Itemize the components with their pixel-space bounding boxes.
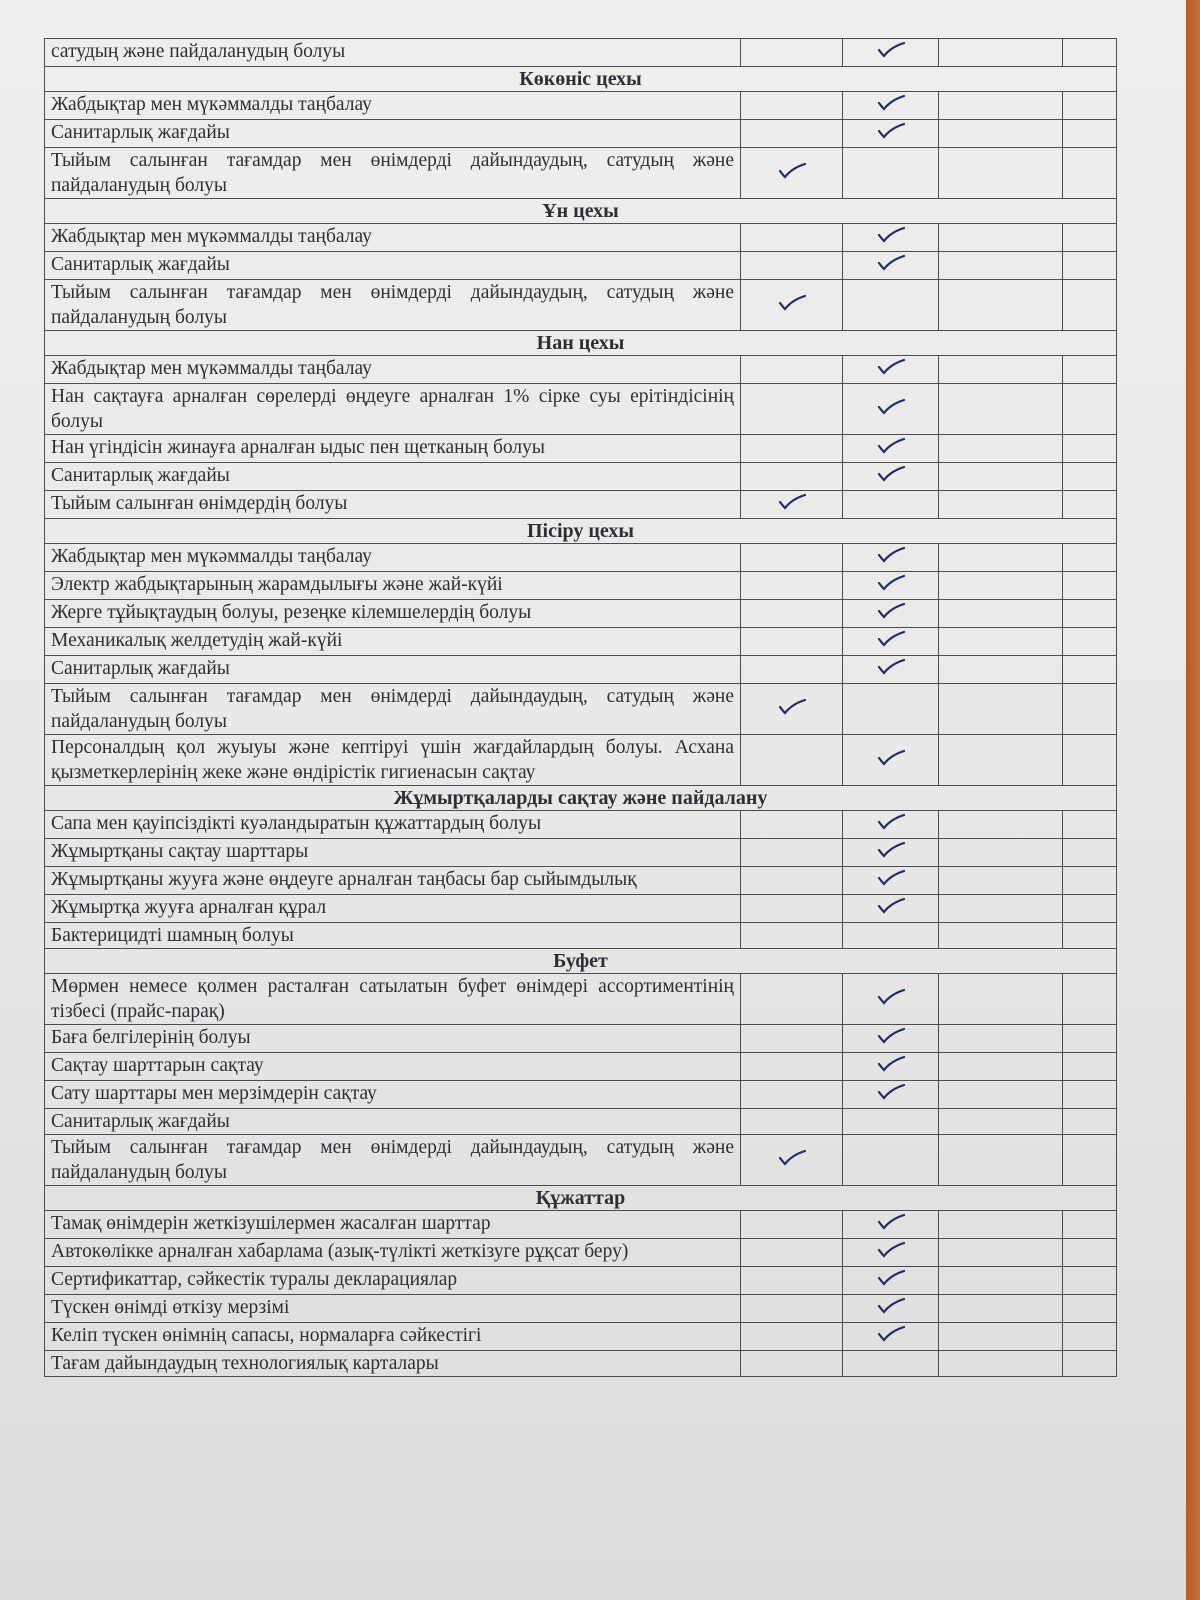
checklist-row [45,1081,1117,1109]
checkmark-icon [876,1239,906,1259]
mark-cell-4 [1063,867,1117,895]
checklist-row [45,735,1117,786]
requirement-text: Электр жабдықтарының жарамдылығы және жай-күйі [45,572,741,600]
section-header-row [45,331,1117,356]
mark-cell-1 [741,252,843,280]
mark-cell-3 [939,280,1063,331]
mark-cell-4 [1063,148,1117,199]
mark-cell-4 [1063,252,1117,280]
checkmark-icon [876,435,906,455]
checklist-row [45,895,1117,923]
mark-cell-3 [939,1351,1063,1377]
mark-cell-1 [741,92,843,120]
requirement-text: Тамақ өнімдерін жеткізушілермен жасалған шарттар [45,1211,741,1239]
checkmark-icon [876,839,906,859]
section-header-row [45,67,1117,92]
mark-cell-2 [843,252,939,280]
mark-cell-3 [939,1109,1063,1135]
checklist-row [45,811,1117,839]
mark-cell-1 [741,923,843,949]
requirement-text: сатудың және пайдаланудың болуы [45,39,741,67]
requirement-text: Санитарлық жағдайы [45,463,741,491]
mark-cell-2 [843,572,939,600]
checklist-row [45,544,1117,572]
checklist-row [45,280,1117,331]
mark-cell-3 [939,867,1063,895]
mark-cell-4 [1063,544,1117,572]
mark-cell-4 [1063,1025,1117,1053]
requirement-text: Санитарлық жағдайы [45,1109,741,1135]
checklist-row [45,1267,1117,1295]
mark-cell-3 [939,811,1063,839]
checkmark-icon [876,867,906,887]
mark-cell-1 [741,1211,843,1239]
mark-cell-1 [741,839,843,867]
mark-cell-1 [741,811,843,839]
requirement-text: Тыйым салынған тағамдар мен өнімдерді дайындаудың, сатудың және пайдаланудың болуы [45,148,741,199]
checkmark-icon [777,696,807,716]
checklist-row [45,1053,1117,1081]
mark-cell-2 [843,1135,939,1186]
mark-cell-2 [843,491,939,519]
mark-cell-1 [741,1323,843,1351]
mark-cell-1 [741,148,843,199]
mark-cell-2 [843,974,939,1025]
requirement-text: Мөрмен немесе қолмен расталған сатылатын буфет өнімдері ассортиментінің тізбесі (прайс-парақ) [45,974,741,1025]
mark-cell-1 [741,1081,843,1109]
checkmark-icon [876,1211,906,1231]
mark-cell-3 [939,974,1063,1025]
mark-cell-1 [741,895,843,923]
checkmark-icon [876,39,906,59]
mark-cell-2 [843,120,939,148]
mark-cell-2 [843,463,939,491]
checkmark-icon [876,396,906,416]
mark-cell-2 [843,1267,939,1295]
section-title: Нан цехы [45,331,1117,356]
checklist-row [45,684,1117,735]
mark-cell-3 [939,684,1063,735]
mark-cell-3 [939,1025,1063,1053]
section-title: Буфет [45,949,1117,974]
mark-cell-4 [1063,895,1117,923]
checkmark-icon [876,1295,906,1315]
mark-cell-2 [843,544,939,572]
mark-cell-3 [939,120,1063,148]
mark-cell-2 [843,92,939,120]
mark-cell-3 [939,1053,1063,1081]
requirement-text: Сертификаттар, сәйкестік туралы декларациялар [45,1267,741,1295]
requirement-text: Жабдықтар мен мүкәммалды таңбалау [45,544,741,572]
mark-cell-4 [1063,1135,1117,1186]
checkmark-icon [876,628,906,648]
mark-cell-4 [1063,628,1117,656]
checkmark-icon [876,356,906,376]
mark-cell-2 [843,39,939,67]
mark-cell-1 [741,1351,843,1377]
section-header-row [45,199,1117,224]
mark-cell-1 [741,974,843,1025]
checklist-row [45,600,1117,628]
checklist-row [45,1351,1117,1377]
checkmark-icon [876,811,906,831]
mark-cell-4 [1063,684,1117,735]
mark-cell-2 [843,895,939,923]
requirement-text: Жабдықтар мен мүкәммалды таңбалау [45,92,741,120]
requirement-text: Санитарлық жағдайы [45,120,741,148]
checklist-row [45,252,1117,280]
mark-cell-1 [741,120,843,148]
mark-cell-2 [843,148,939,199]
mark-cell-4 [1063,120,1117,148]
requirement-text: Сапа мен қауіпсіздікті куәландыратын құжаттардың болуы [45,811,741,839]
mark-cell-4 [1063,811,1117,839]
requirement-text: Сату шарттары мен мерзімдерін сақтау [45,1081,741,1109]
mark-cell-1 [741,435,843,463]
mark-cell-4 [1063,600,1117,628]
checklist-row [45,224,1117,252]
mark-cell-4 [1063,491,1117,519]
requirement-text: Нан үгіндісін жинауға арналған ыдыс пен щетканың болуы [45,435,741,463]
requirement-text: Персоналдың қол жуыуы және кептіруі үшін жағдайлардың болуы. Асхана қызметкерлерінің жеке және өндірістік гигиенасын сақтау [45,735,741,786]
mark-cell-3 [939,839,1063,867]
mark-cell-3 [939,656,1063,684]
desk-edge [1186,0,1200,1600]
requirement-text: Жабдықтар мен мүкәммалды таңбалау [45,356,741,384]
checklist-row [45,656,1117,684]
checklist-body [45,39,1117,1377]
mark-cell-2 [843,735,939,786]
mark-cell-2 [843,280,939,331]
checkmark-icon [876,463,906,483]
section-title: Жұмыртқаларды сақтау және пайдалану [45,786,1117,811]
mark-cell-1 [741,1295,843,1323]
requirement-text: Санитарлық жағдайы [45,252,741,280]
requirement-text: Жұмыртқаны жууға және өңдеуге арналған таңбасы бар сыйымдылық [45,867,741,895]
mark-cell-1 [741,867,843,895]
checkmark-icon [876,572,906,592]
checkmark-icon [876,1025,906,1045]
checklist-row [45,839,1117,867]
mark-cell-4 [1063,280,1117,331]
mark-cell-2 [843,656,939,684]
mark-cell-2 [843,1211,939,1239]
mark-cell-2 [843,923,939,949]
mark-cell-3 [939,895,1063,923]
mark-cell-3 [939,435,1063,463]
mark-cell-4 [1063,1109,1117,1135]
mark-cell-4 [1063,356,1117,384]
mark-cell-3 [939,600,1063,628]
checklist-row [45,92,1117,120]
inspection-checklist-table [44,38,1117,1377]
mark-cell-2 [843,1351,939,1377]
checklist-row [45,1135,1117,1186]
mark-cell-1 [741,384,843,435]
checkmark-icon [876,252,906,272]
section-title: Ұн цехы [45,199,1117,224]
requirement-text: Бактерицидті шамның болуы [45,923,741,949]
section-header-row [45,1186,1117,1211]
mark-cell-4 [1063,1295,1117,1323]
checklist-row [45,463,1117,491]
requirement-text: Келіп түскен өнімнің сапасы, нормаларға сәйкестігі [45,1323,741,1351]
checklist-row [45,435,1117,463]
mark-cell-3 [939,92,1063,120]
mark-cell-4 [1063,1081,1117,1109]
section-header-row [45,519,1117,544]
checklist-row [45,148,1117,199]
mark-cell-2 [843,1053,939,1081]
requirement-text: Жабдықтар мен мүкәммалды таңбалау [45,224,741,252]
mark-cell-2 [843,1025,939,1053]
mark-cell-3 [939,544,1063,572]
section-title: Көкөніс цехы [45,67,1117,92]
checkmark-icon [876,544,906,564]
checklist-row [45,356,1117,384]
checkmark-icon [876,747,906,767]
mark-cell-3 [939,1081,1063,1109]
mark-cell-3 [939,1239,1063,1267]
mark-cell-3 [939,923,1063,949]
mark-cell-4 [1063,1239,1117,1267]
requirement-text: Жұмыртқаны сақтау шарттары [45,839,741,867]
requirement-text: Санитарлық жағдайы [45,656,741,684]
mark-cell-3 [939,356,1063,384]
requirement-text: Тыйым салынған тағамдар мен өнімдерді дайындаудың, сатудың және пайдаланудың болуы [45,1135,741,1186]
mark-cell-4 [1063,974,1117,1025]
mark-cell-3 [939,463,1063,491]
section-title: Құжаттар [45,1186,1117,1211]
mark-cell-4 [1063,92,1117,120]
mark-cell-1 [741,491,843,519]
mark-cell-2 [843,384,939,435]
checkmark-icon [876,600,906,620]
checklist-row [45,491,1117,519]
mark-cell-2 [843,811,939,839]
requirement-text: Жұмыртқа жууға арналған құрал [45,895,741,923]
checklist-row [45,572,1117,600]
mark-cell-4 [1063,463,1117,491]
checklist-row [45,923,1117,949]
mark-cell-2 [843,867,939,895]
mark-cell-1 [741,224,843,252]
mark-cell-2 [843,600,939,628]
mark-cell-1 [741,656,843,684]
checklist-row [45,974,1117,1025]
mark-cell-3 [939,224,1063,252]
mark-cell-3 [939,39,1063,67]
mark-cell-4 [1063,435,1117,463]
mark-cell-1 [741,735,843,786]
checklist-row [45,1025,1117,1053]
checkmark-icon [876,120,906,140]
mark-cell-1 [741,1109,843,1135]
mark-cell-1 [741,1239,843,1267]
requirement-text: Автокөлікке арналған хабарлама (азық-түлікті жеткізуге рұқсат беру) [45,1239,741,1267]
mark-cell-3 [939,148,1063,199]
requirement-text: Тыйым салынған өнімдердің болуы [45,491,741,519]
section-title: Пісіру цехы [45,519,1117,544]
checklist-row [45,628,1117,656]
requirement-text: Баға белгілерінің болуы [45,1025,741,1053]
requirement-text: Сақтау шарттарын сақтау [45,1053,741,1081]
mark-cell-1 [741,356,843,384]
mark-cell-2 [843,224,939,252]
mark-cell-4 [1063,224,1117,252]
mark-cell-4 [1063,656,1117,684]
mark-cell-4 [1063,1267,1117,1295]
mark-cell-3 [939,735,1063,786]
requirement-text: Жерге тұйықтаудың болуы, резеңке кілемшелердің болуы [45,600,741,628]
requirement-text: Тыйым салынған тағамдар мен өнімдерді дайындаудың, сатудың және пайдаланудың болуы [45,684,741,735]
mark-cell-2 [843,1295,939,1323]
section-header-row [45,949,1117,974]
mark-cell-4 [1063,1351,1117,1377]
mark-cell-2 [843,356,939,384]
mark-cell-2 [843,1239,939,1267]
checklist-row [45,867,1117,895]
mark-cell-1 [741,1267,843,1295]
mark-cell-4 [1063,839,1117,867]
mark-cell-2 [843,684,939,735]
checklist-row [45,1295,1117,1323]
mark-cell-3 [939,572,1063,600]
mark-cell-1 [741,280,843,331]
mark-cell-3 [939,252,1063,280]
mark-cell-3 [939,491,1063,519]
mark-cell-1 [741,544,843,572]
mark-cell-1 [741,463,843,491]
mark-cell-3 [939,628,1063,656]
checkmark-icon [876,986,906,1006]
mark-cell-2 [843,628,939,656]
checkmark-icon [777,1147,807,1167]
checklist-row [45,39,1117,67]
mark-cell-2 [843,839,939,867]
checkmark-icon [876,92,906,112]
mark-cell-2 [843,1323,939,1351]
checkmark-icon [777,160,807,180]
mark-cell-4 [1063,384,1117,435]
checklist-row [45,1323,1117,1351]
checklist-row [45,384,1117,435]
requirement-text: Тағам дайындаудың технологиялық карталары [45,1351,741,1377]
mark-cell-2 [843,435,939,463]
mark-cell-1 [741,1025,843,1053]
checklist-row [45,1109,1117,1135]
checkmark-icon [777,491,807,511]
checkmark-icon [876,1081,906,1101]
mark-cell-4 [1063,39,1117,67]
mark-cell-2 [843,1081,939,1109]
mark-cell-1 [741,684,843,735]
checklist-row [45,1239,1117,1267]
checklist-row [45,1211,1117,1239]
mark-cell-3 [939,1211,1063,1239]
requirement-text: Механикалық желдетудің жай-күйі [45,628,741,656]
mark-cell-2 [843,1109,939,1135]
checkmark-icon [876,1267,906,1287]
mark-cell-4 [1063,735,1117,786]
requirement-text: Нан сақтауға арналған сөрелерді өңдеуге арналған 1% сірке суы ерітіндісінің болуы [45,384,741,435]
checkmark-icon [876,224,906,244]
mark-cell-1 [741,600,843,628]
mark-cell-4 [1063,1053,1117,1081]
mark-cell-1 [741,1135,843,1186]
requirement-text: Түскен өнімді өткізу мерзімі [45,1295,741,1323]
checkmark-icon [876,1323,906,1343]
mark-cell-4 [1063,923,1117,949]
checklist-row [45,120,1117,148]
mark-cell-4 [1063,1211,1117,1239]
section-header-row [45,786,1117,811]
mark-cell-1 [741,628,843,656]
checkmark-icon [876,1053,906,1073]
checkmark-icon [777,292,807,312]
mark-cell-3 [939,1135,1063,1186]
mark-cell-1 [741,39,843,67]
mark-cell-4 [1063,572,1117,600]
mark-cell-4 [1063,1323,1117,1351]
mark-cell-3 [939,1323,1063,1351]
requirement-text: Тыйым салынған тағамдар мен өнімдерді дайындаудың, сатудың және пайдаланудың болуы [45,280,741,331]
mark-cell-1 [741,1053,843,1081]
checkmark-icon [876,656,906,676]
mark-cell-3 [939,1295,1063,1323]
mark-cell-3 [939,1267,1063,1295]
mark-cell-3 [939,384,1063,435]
checkmark-icon [876,895,906,915]
mark-cell-1 [741,572,843,600]
